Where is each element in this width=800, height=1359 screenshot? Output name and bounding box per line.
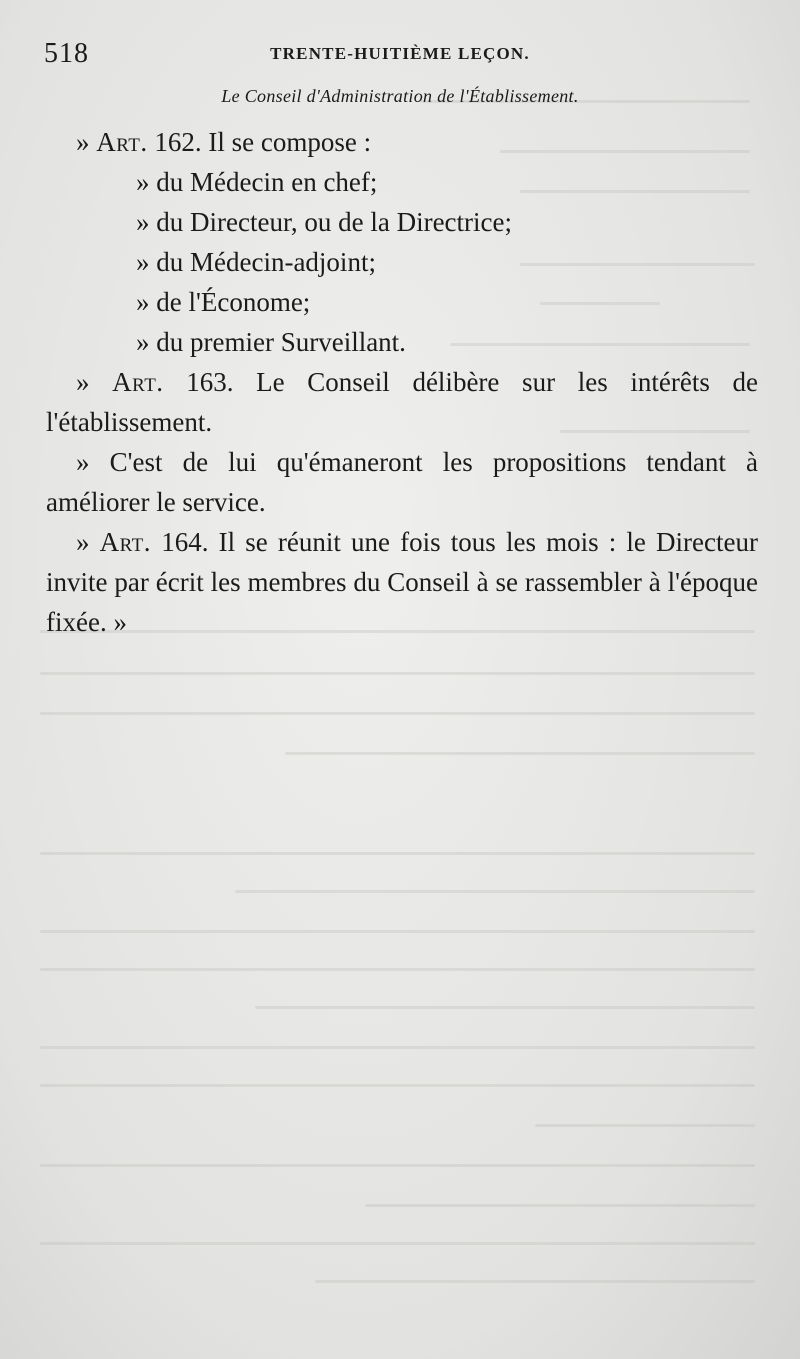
article-text — [46, 122, 758, 642]
article-163: » Art. 163. Le Conseil délibère sur les intérêts de l'établissement. — [46, 367, 759, 437]
section-title: Le Conseil d'Administration de l'Établissement. — [221, 86, 579, 106]
page-header — [44, 38, 756, 72]
member-item: » du Directeur, ou de la Directrice; — [136, 207, 512, 237]
paragraph-propositions: » C'est de lui qu'émaneront les propositions tendant à améliorer le service. — [46, 447, 758, 517]
member-item: » du Médecin-adjoint; — [136, 247, 376, 277]
article-164: » Art. 164. Il se réunit une fois tous les mois : le Directeur invite par écrit les membres du Conseil à se rassembler à l'époque fixée. » — [46, 527, 758, 637]
member-item: » du premier Surveillant. — [136, 327, 406, 357]
member-item: » de l'Économe; — [136, 287, 311, 317]
page-number: 518 — [44, 38, 89, 69]
article-162: » Art. 162. Il se compose : — [76, 127, 372, 157]
running-title: TRENTE-HUITIÈME LEÇON. — [270, 44, 530, 63]
member-item: » du Médecin en chef; — [136, 167, 378, 197]
